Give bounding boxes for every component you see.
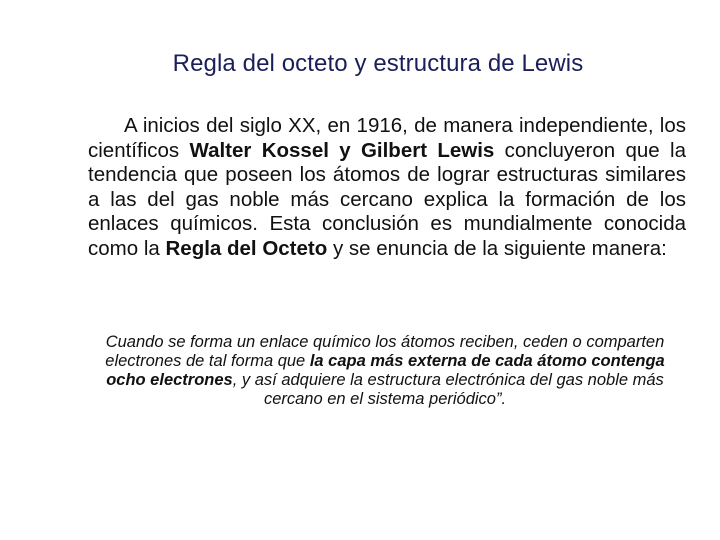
intro-paragraph [88,114,686,261]
slide-title: Regla del octeto y estructura de Lewis [172,50,584,77]
intro-text-3: y se enuncia de la siguiente manera: [327,236,667,260]
quote-text-2: , y así adquiere la estructura electrónica del gas noble más cercano en el sistema periódico”. [232,371,664,408]
intro-text-1: A inicios del siglo XX, en 1916, de manera independiente, los científicos [88,114,686,162]
octet-rule-term: Regla del Octeto [165,236,328,260]
quote-emphasis: la capa más externa de cada átomo contenga ocho electrones [106,352,665,389]
rule-statement-quote [86,333,684,409]
intro-text-2: concluyeron que la tendencia que poseen los átomos de lograr estructuras similares a las del gas noble más cercano explica la formación de los enlaces químicos. Esta conclusión es mundialmente conocida como la [88,138,686,260]
quote-text-1: Cuando se forma un enlace químico los átomos reciben, ceden o comparten electrones de tal forma que [105,333,665,370]
scientists-names: Walter Kossel y Gilbert Lewis [189,138,495,162]
